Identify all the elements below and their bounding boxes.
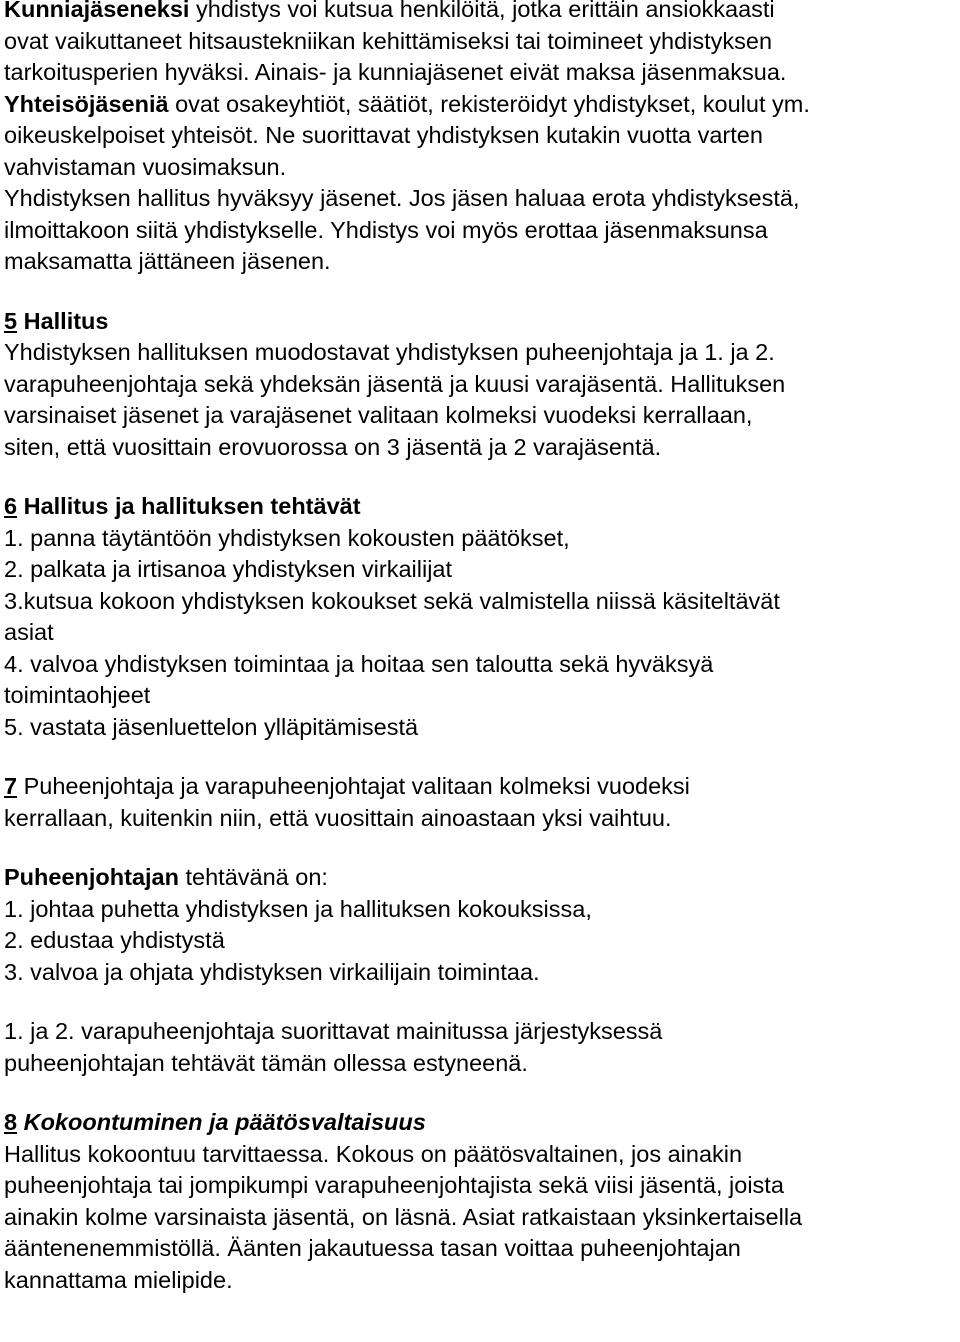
text-line: ainakin kolme varsinaista jäsentä, on läsnä. Asiat ratkaistaan yksinkertaisella — [4, 1203, 803, 1230]
text-line: puheenjohtaja tai jompikumpi varapuheenjohtajista sekä viisi jäsentä, joista — [4, 1172, 784, 1198]
vice-chair-paragraph — [4, 1016, 948, 1079]
list-item: 1. johtaa puhetta yhdistyksen ja hallituksen kokouksissa, — [4, 895, 592, 922]
text-line: ilmoittakoon siitä yhdistykselle. Yhdistys voi myös erottaa jäsenmaksunsa — [4, 216, 768, 243]
section-heading: 5 Hallitus — [4, 307, 109, 334]
text-line: ääntenenemmistöllä. Äänten jakautuessa tasan voittaa puheenjohtajan — [4, 1235, 741, 1261]
term-corporate-member: Yhteisöjäseniä — [4, 90, 169, 117]
section-8 — [4, 1107, 948, 1296]
spacer — [4, 278, 948, 306]
list-item: 2. edustaa yhdistystä — [4, 927, 225, 953]
text-line: puheenjohtajan tehtävät tämän ollessa estyneenä. — [4, 1049, 528, 1076]
section-heading: 8 Kokoontuminen ja päätösvaltaisuus — [4, 1109, 426, 1135]
text-line: kannattama mielipide. — [4, 1266, 233, 1293]
section-7 — [4, 771, 948, 834]
text-line: Yhteisöjäseniä ovat osakeyhtiöt, säätiöt, rekisteröidyt yhdistykset, koulut ym. — [4, 90, 810, 117]
list-item: 5. vastata jäsenluettelon ylläpitämisestä — [4, 713, 419, 740]
chair-duties-heading: Puheenjohtajan tehtävänä on: — [4, 864, 328, 890]
text-line: varapuheenjohtaja sekä yhdeksän jäsentä ja kuusi varajäsentä. Hallituksen — [4, 370, 786, 397]
text-line: maksamatta jättäneen jäsenen. — [4, 248, 331, 274]
text-line: kerrallaan, kuitenkin niin, että vuosittain ainoastaan yksi vaihtuu. — [4, 804, 672, 831]
section-5 — [4, 306, 948, 464]
list-item-continuation: asiat — [4, 619, 54, 645]
list-item: 2. palkata ja irtisanoa yhdistyksen virkailijat — [4, 556, 453, 582]
list-item: 3. valvoa ja ohjata yhdistyksen virkailijain toimintaa. — [4, 958, 540, 985]
list-item: 4. valvoa yhdistyksen toimintaa ja hoitaa sen taloutta sekä hyväksyä — [4, 650, 714, 677]
chair-duties — [4, 862, 948, 988]
spacer — [4, 463, 948, 491]
section-heading: 6 Hallitus ja hallituksen tehtävät — [4, 493, 361, 519]
text-line: ovat vaikuttaneet hitsaustekniikan kehittämiseksi tai toimineet yhdistyksen — [4, 27, 773, 54]
intro-paragraph — [4, 0, 948, 278]
text-line: oikeuskelpoiset yhteisöt. Ne suorittavat yhdistyksen kutakin vuotta varten — [4, 122, 763, 148]
section-6 — [4, 491, 948, 743]
text-line: Yhdistyksen hallitus hyväksyy jäsenet. Jos jäsen haluaa erota yhdistyksestä, — [4, 185, 800, 211]
text-line: vahvistaman vuosimaksun. — [4, 153, 287, 180]
text-line: 1. ja 2. varapuheenjohtaja suorittavat mainitussa järjestyksessä — [4, 1018, 663, 1044]
term-honorary-member: Kunniajäseneksi — [4, 0, 190, 22]
section-heading: 7 Puheenjohtaja ja varapuheenjohtajat valitaan kolmeksi vuodeksi — [4, 773, 690, 799]
text-line: siten, että vuosittain erovuorossa on 3 jäsentä ja 2 varajäsentä. — [4, 433, 662, 460]
list-item-continuation: toimintaohjeet — [4, 682, 151, 708]
text-line: Kunniajäseneksi yhdistys voi kutsua henkilöitä, jotka erittäin ansiokkaasti — [4, 0, 948, 26]
text-line: Hallitus kokoontuu tarvittaessa. Kokous on päätösvaltainen, jos ainakin — [4, 1140, 743, 1167]
list-item: 1. panna täytäntöön yhdistyksen kokousten päätökset, — [4, 524, 570, 551]
text-line: varsinaiset jäsenet ja varajäsenet valitaan kolmeksi vuodeksi kerrallaan, — [4, 402, 753, 428]
text-line: Yhdistyksen hallituksen muodostavat yhdistyksen puheenjohtaja ja 1. ja 2. — [4, 339, 775, 365]
spacer — [4, 1079, 948, 1107]
spacer — [4, 743, 948, 771]
list-item: 3.kutsua kokoon yhdistyksen kokoukset sekä valmistella niissä käsiteltävät — [4, 587, 780, 614]
text-line: tarkoitusperien hyväksi. Ainais- ja kunniajäsenet eivät maksa jäsenmaksua. — [4, 59, 787, 85]
spacer — [4, 988, 948, 1016]
spacer — [4, 834, 948, 862]
